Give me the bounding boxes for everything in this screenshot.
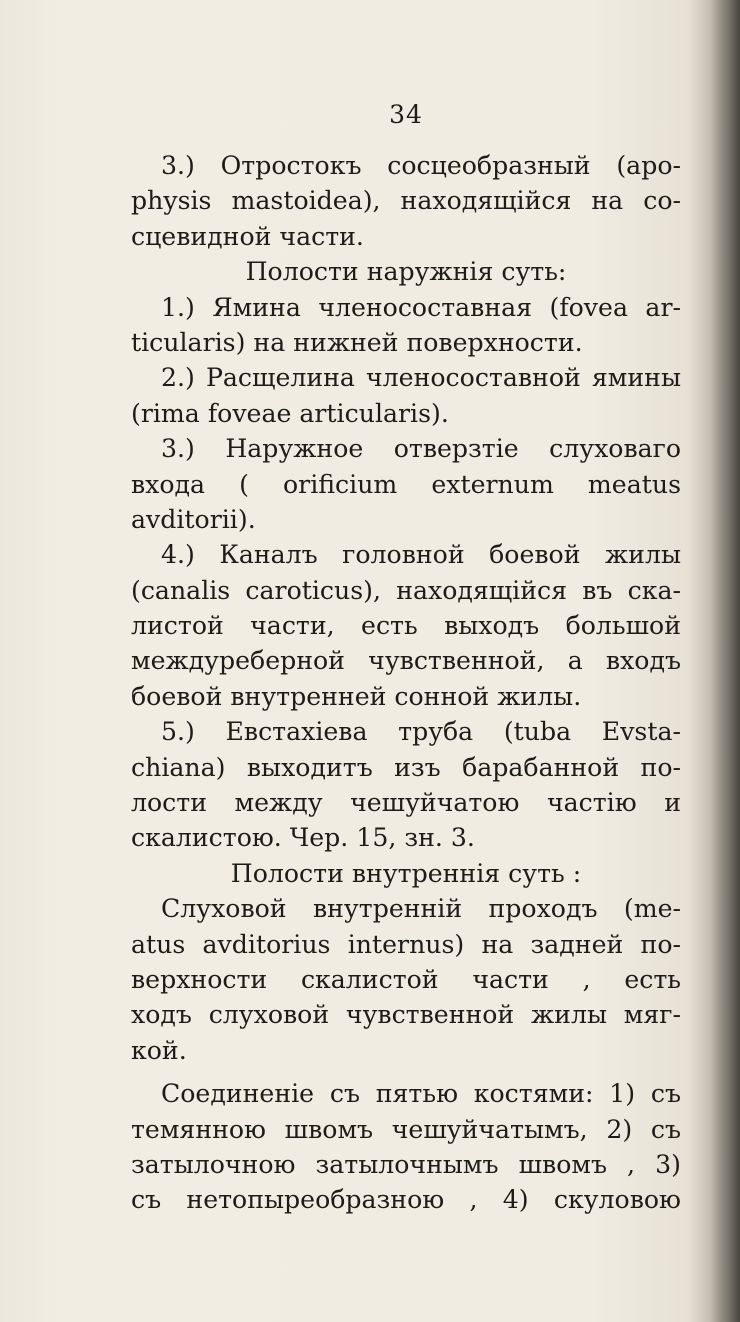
page-text [131, 148, 681, 1218]
text-line: затылочною затылочнымъ швомъ , 3) [131, 1149, 681, 1179]
text-line: 2.) Расщелина членосоставной ямины [161, 363, 681, 393]
text-line: съ нетопыреобразною , 4) скуловою [131, 1185, 681, 1215]
text-line: 4.) Каналъ головной боевой жилы [161, 540, 681, 570]
text-line: avditorii). [131, 504, 256, 534]
text-line: physis mastoidea), находящійся на со- [131, 186, 681, 216]
text-line: ходъ слуховой чувственной жилы мяг- [131, 1000, 681, 1030]
text-line: Соединеніе съ пятью костями: 1) съ [161, 1079, 681, 1109]
text-line: 5.) Евстахіева труба (tuba Evsta- [161, 717, 681, 747]
section-heading: Полости наружнія суть: [245, 257, 567, 287]
page-number: 34 [389, 100, 423, 129]
text-line: боевой внутренней сонной жилы. [131, 681, 582, 711]
text-line: листой части, есть выходъ большой [131, 611, 681, 641]
text-line: скалистою. Чер. 15, зн. 3. [131, 823, 475, 853]
page-edge-shadow [710, 0, 740, 1322]
text-line: междуреберной чувственной, а входъ [131, 646, 681, 676]
text-line: верхности скалистой части , есть [131, 964, 681, 994]
text-line: кой. [131, 1035, 187, 1065]
text-line: (canalis caroticus), находящійся въ ска- [131, 575, 681, 605]
text-line: входа ( orificium externum meatus [131, 469, 681, 499]
text-line: 1.) Ямина членосоставная (fovea ar- [161, 292, 681, 322]
text-line: chiana) выходитъ изъ барабанной по- [131, 752, 681, 782]
text-line: ticularis) на нижней поверхности. [131, 327, 583, 357]
text-line: лости между чешуйчатою частію и [131, 788, 681, 818]
section-heading: Полости внутреннія суть : [230, 858, 582, 888]
text-line: темянною швомъ чешуйчатымъ, 2) съ [131, 1114, 681, 1144]
text-line: 3.) Наружное отверзтіе слуховаго [161, 434, 681, 464]
text-line: (rima foveae articularis). [131, 398, 449, 428]
text-line: сцевидной части. [131, 221, 364, 251]
text-line: 3.) Отростокъ сосцеобразный (apo- [161, 151, 681, 180]
text-line: Слуховой внутренній проходъ (me- [161, 894, 681, 924]
text-line: atus avditorius internus) на задней по- [131, 929, 681, 959]
